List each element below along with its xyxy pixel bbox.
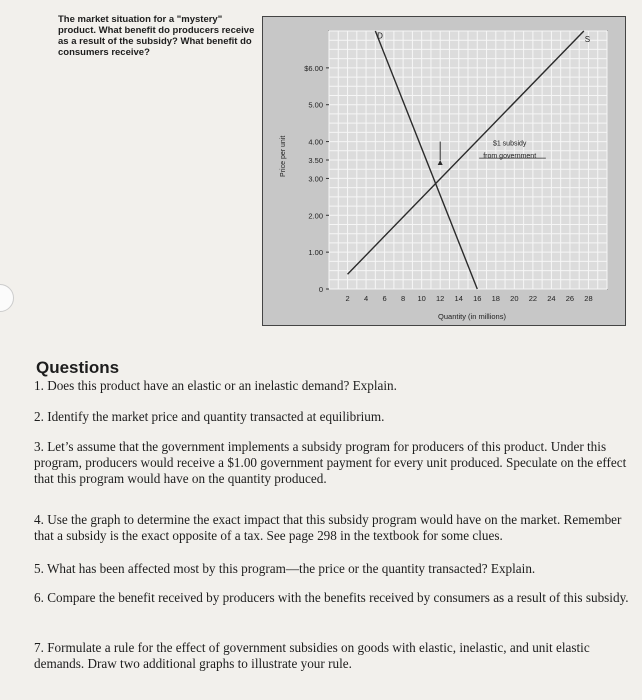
x-axis-label: Quantity (in millions) [438,312,506,321]
x-tick-label: 12 [436,294,445,303]
x-tick-label: 26 [565,294,575,303]
question-text: Use the graph to determine the exact impact that this subsidy program would have on the market. Remember that a subsidy is the exact opposite of a tax. See page 298 in the textbook for some clues. [34,512,622,543]
y-tick-label: 0 [318,285,323,294]
x-tick-label: 4 [363,294,369,303]
question-text: Compare the benefit received by producers with the benefits received by consumers as a result of this subsidy. [47,590,629,605]
y-tick-label: 3.50 [308,156,323,165]
question-3 [34,439,634,487]
question-text: Does this product have an elastic or an inelastic demand? Explain. [47,378,397,393]
chart-panel [262,16,626,326]
question-number: 2. [34,409,44,424]
y-tick-label: 2.00 [308,211,323,221]
question-text: What has been affected most by this program—the price or the quantity transacted? Explain. [46,561,536,576]
y-axis-label: Price per unit [280,135,287,177]
x-tick-label: 6 [382,294,387,303]
question-number: 4. [34,512,44,527]
page-curl [0,284,14,312]
question-number: 7. [34,640,44,655]
question-number: 5. [34,561,44,576]
y-tick-label: 4.00 [308,137,323,147]
chart-intro-text: The market situation for a "mystery" product. What benefit do producers receive as a result of the subsidy? What benefit do consumers receive? [58,14,255,58]
x-tick-label: 24 [547,294,556,303]
x-tick-label: 18 [491,294,500,303]
question-text: Formulate a rule for the effect of government subsidies on goods with elastic, inelastic, and unit elastic demands. Draw two additional graphs to illustrate your rule. [34,640,590,671]
chart-annotation: S [584,35,591,45]
chart-annotation: $1 subsidy [492,140,527,148]
question-1 [34,378,634,394]
chart-annotation: D [377,31,383,41]
x-tick-label: 28 [584,294,593,303]
question-number: 1. [34,378,44,393]
question-number: 6. [34,590,44,605]
x-tick-label: 14 [454,294,463,303]
y-tick-label: 5.00 [308,100,323,110]
x-tick-label: 8 [401,294,406,303]
question-6 [34,590,634,606]
question-4 [34,512,634,544]
question-text: Identify the market price and quantity transacted at equilibrium. [47,409,385,424]
question-5 [34,561,634,577]
x-tick-label: 20 [510,294,519,303]
supply-demand-chart [263,17,625,325]
y-tick-label: 1.00 [308,248,323,258]
questions-heading: Questions [36,358,120,377]
question-text: Let’s assume that the government implements a subsidy program for producers of this product. Under this program, producers would receive a $1.00 government payment for every unit produced. Speculate on the effect that this program would have on the quantity produced. [34,439,627,486]
y-tick-label: $6.00 [304,63,323,73]
question-number: 3. [34,439,44,454]
y-tick-label: 3.00 [308,174,323,184]
x-tick-label: 22 [528,294,538,303]
question-2 [34,409,634,425]
question-7 [34,640,634,672]
x-tick-label: 2 [345,294,350,303]
chart-annotation: from government [483,153,537,161]
x-tick-label: 10 [417,294,426,303]
x-tick-label: 16 [473,294,482,303]
